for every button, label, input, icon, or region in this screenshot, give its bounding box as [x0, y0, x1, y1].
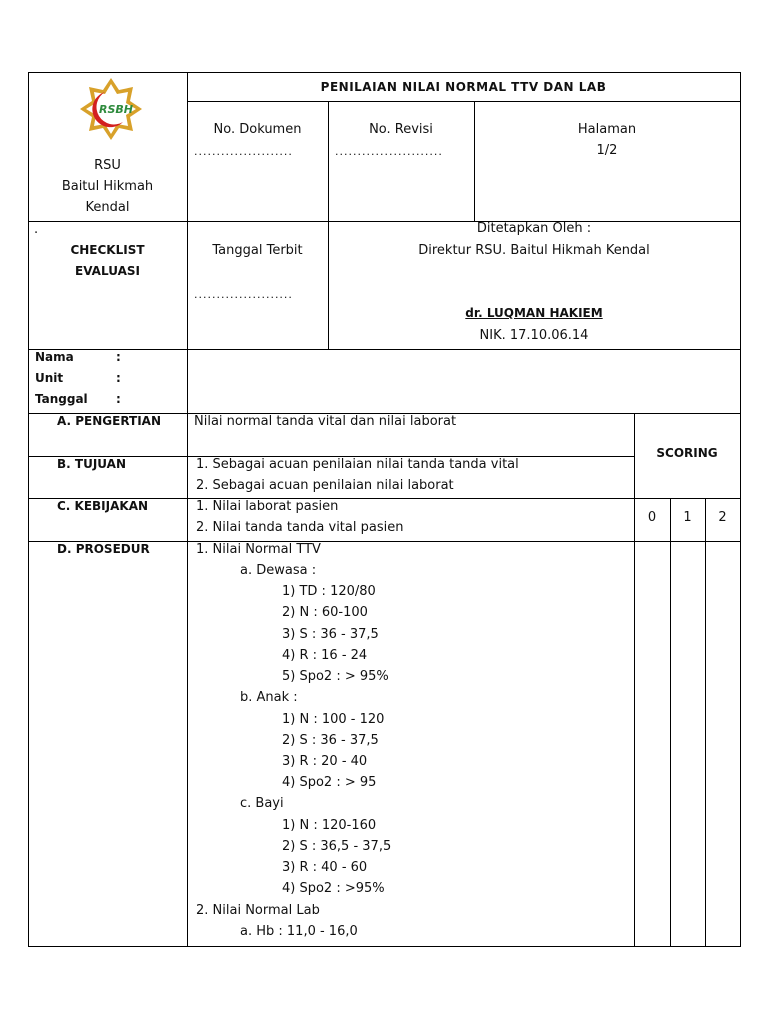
- hospital-name-line3: Kendal: [85, 200, 130, 215]
- tanggal-terbit-label: Tanggal Terbit: [212, 243, 303, 258]
- no-dokumen-value: ......................: [194, 145, 293, 158]
- prosedur-item: 1) N : 120-160: [282, 818, 377, 833]
- border-top: [28, 72, 740, 73]
- section-a-label: A. PENGERTIAN: [57, 414, 162, 428]
- ditetapkan-label: Ditetapkan Oleh :: [476, 221, 592, 236]
- identity-unit-colon: :: [116, 371, 121, 385]
- direktur-label: Direktur RSU. Baitul Hikmah Kendal: [418, 243, 650, 258]
- logo-text: RSBH: [99, 103, 133, 116]
- prosedur-subheading-dewasa: a. Dewasa :: [240, 563, 317, 578]
- no-revisi-value: ........................: [335, 145, 443, 158]
- section-a-text: Nilai normal tanda vital dan nilai laborat: [194, 414, 457, 429]
- signer-name-text: dr. LUQMAN HAKIEM: [465, 306, 603, 320]
- divider-score-1: [670, 498, 671, 947]
- divider-title: [187, 101, 740, 102]
- score-2: 2: [718, 510, 727, 525]
- prosedur-item: 3) S : 36 - 37,5: [282, 627, 379, 642]
- logo-star-icon: [66, 76, 156, 142]
- divider-header-end: [28, 349, 740, 350]
- dot-mark: .: [34, 222, 39, 237]
- prosedur-item: 2) N : 60-100: [282, 605, 368, 620]
- hospital-name-line1: RSU: [94, 158, 121, 173]
- hospital-logo: [66, 76, 156, 142]
- identity-tanggal-colon: :: [116, 392, 121, 406]
- section-c-item-1: 1. Nilai laborat pasien: [196, 499, 339, 514]
- nik-text: NIK. 17.10.06.14: [479, 328, 589, 343]
- identity-nama-colon: :: [116, 350, 121, 364]
- section-c-label: C. KEBIJAKAN: [57, 499, 149, 513]
- prosedur-item: 4) Spo2 : >95%: [282, 881, 385, 896]
- identity-tanggal-label: Tanggal: [35, 392, 88, 406]
- prosedur-subheading-anak: b. Anak :: [240, 690, 298, 705]
- identity-nama-label: Nama: [35, 350, 74, 364]
- prosedur-item: 1) N : 100 - 120: [282, 712, 385, 727]
- prosedur-item: 5) Spo2 : > 95%: [282, 669, 389, 684]
- no-dokumen-label: No. Dokumen: [213, 122, 302, 137]
- prosedur-heading-ttv: 1. Nilai Normal TTV: [196, 542, 321, 557]
- prosedur-subheading-bayi: c. Bayi: [240, 796, 284, 811]
- halaman-label: Halaman: [577, 122, 637, 137]
- divider-col1: [187, 72, 188, 947]
- prosedur-item: a. Hb : 11,0 - 16,0: [240, 924, 358, 939]
- document-title: PENILAIAN NILAI NORMAL TTV DAN LAB: [320, 80, 607, 94]
- scoring-label: SCORING: [656, 446, 718, 460]
- tanggal-terbit-value: ......................: [194, 288, 293, 301]
- prosedur-item: 4) R : 16 - 24: [282, 648, 368, 663]
- section-b-label: B. TUJUAN: [57, 457, 126, 471]
- divider-score-left: [634, 413, 635, 947]
- prosedur-item: 2) S : 36,5 - 37,5: [282, 839, 392, 854]
- prosedur-item: 4) Spo2 : > 95: [282, 775, 377, 790]
- divider-score-2: [705, 498, 706, 947]
- prosedur-item: 1) TD : 120/80: [282, 584, 376, 599]
- prosedur-item: 2) S : 36 - 37,5: [282, 733, 379, 748]
- section-d-label: D. PROSEDUR: [57, 542, 150, 556]
- score-0: 0: [647, 510, 657, 525]
- divider-col3: [474, 101, 475, 222]
- halaman-value: 1/2: [596, 143, 618, 158]
- section-b-item-2: 2. Sebagai acuan penilaian nilai laborat: [196, 478, 454, 493]
- signer-name: [328, 305, 740, 322]
- prosedur-item: 3) R : 20 - 40: [282, 754, 368, 769]
- prosedur-item: 3) R : 40 - 60: [282, 860, 368, 875]
- evaluasi-label: EVALUASI: [75, 264, 140, 278]
- border-right: [740, 72, 741, 947]
- checklist-label: CHECKLIST: [70, 243, 145, 257]
- section-b-item-1: 1. Sebagai acuan penilaian nilai tanda tanda vital: [196, 457, 519, 472]
- prosedur-heading-lab: 2. Nilai Normal Lab: [196, 903, 320, 918]
- hospital-name-line2: Baitul Hikmah: [61, 179, 154, 194]
- score-1: 1: [683, 510, 692, 525]
- no-revisi-label: No. Revisi: [369, 122, 433, 137]
- identity-unit-label: Unit: [35, 371, 64, 385]
- section-c-item-2: 2. Nilai tanda tanda vital pasien: [196, 520, 404, 535]
